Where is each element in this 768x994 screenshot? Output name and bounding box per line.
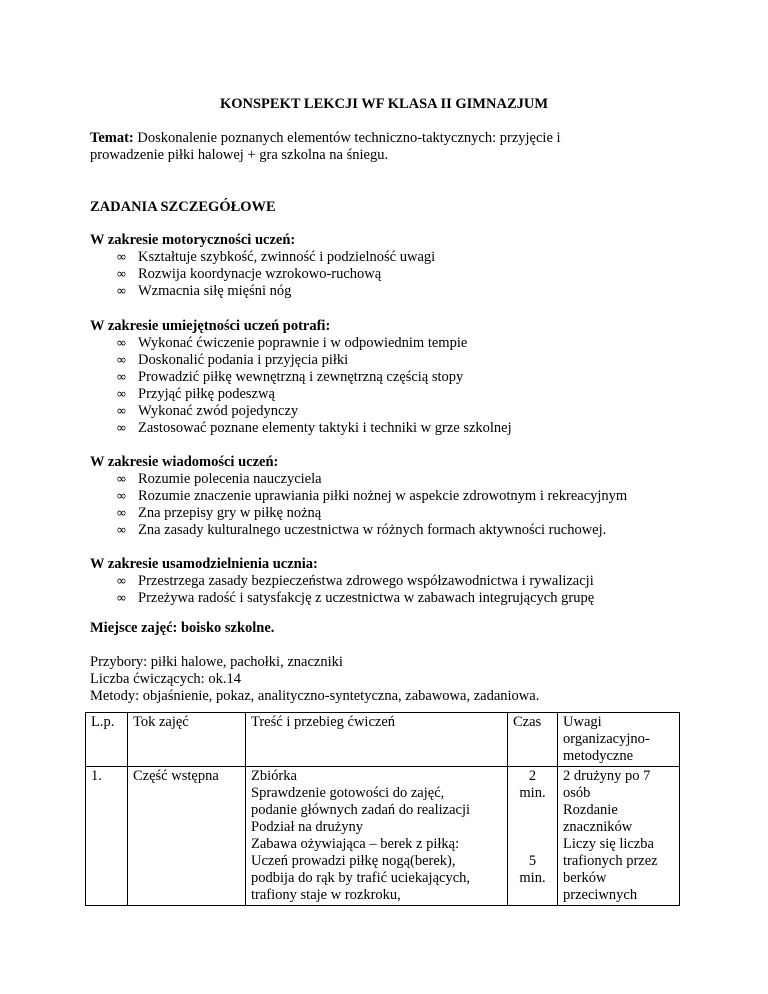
list-item: ∞ Zastosować poznane elementy taktyki i techniki w grze szkolnej	[116, 420, 512, 436]
list-item: ∞ Prowadzić piłkę wewnętrzną i zewnętrzną częścią stopy	[116, 369, 464, 385]
infinity-bullet-icon: ∞	[116, 421, 127, 436]
list-item: ∞ Zna przepisy gry w piłkę nożną	[116, 505, 322, 521]
infinity-bullet-icon: ∞	[116, 250, 127, 265]
group-heading: W zakresie usamodzielnienia ucznia:	[90, 556, 318, 572]
list-item: ∞ Przyjąć piłkę podeszwą	[116, 386, 275, 402]
infinity-bullet-icon: ∞	[116, 370, 127, 385]
cell-czas: 2 min. 5 min.	[508, 767, 558, 906]
infinity-bullet-icon: ∞	[116, 523, 127, 538]
infinity-bullet-icon: ∞	[116, 574, 127, 589]
list-item: ∞ Wzmacnia siłę mięśni nóg	[116, 283, 292, 299]
task-group-motor	[90, 232, 690, 300]
group-heading: W zakresie wiadomości uczeń:	[90, 454, 279, 470]
infinity-bullet-icon: ∞	[116, 489, 127, 504]
infinity-bullet-icon: ∞	[116, 591, 127, 606]
lesson-place: Miejsce zajęć: boisko szkolne.	[90, 620, 275, 636]
header-czas: Czas	[508, 713, 558, 767]
list-item: ∞ Rozumie polecenia nauczyciela	[116, 471, 322, 487]
task-group-knowledge	[90, 454, 690, 539]
cell-tresc: Zbiórka Sprawdzenie gotowości do zajęć, podanie głównych zadań do realizacji Podział na drużyny Zabawa ożywiająca – berek z piłką: Uczeń prowadzi piłkę nogą(berek), podbija do rąk by trafić uciekających, trafiony staje w rozkroku,	[246, 767, 508, 906]
list-item: ∞ Rozumie znaczenie uprawiania piłki nożnej w aspekcie zdrowotnym i rekreacyjnym	[116, 488, 628, 504]
topic-text-2: prowadzenie piłki halowej + gra szkolna na śniegu.	[90, 147, 389, 163]
group-heading: W zakresie motoryczności uczeń:	[90, 232, 296, 248]
infinity-bullet-icon: ∞	[116, 404, 127, 419]
header-tok: Tok zajęć	[128, 713, 246, 767]
header-lp: L.p.	[86, 713, 128, 767]
list-item: ∞ Kształtuje szybkość, zwinność i podzielność uwagi	[116, 249, 436, 265]
cell-uwagi: 2 drużyny po 7 osób Rozdanie znaczników Liczy się liczba trafionych przez berków przeciwnych	[558, 767, 680, 906]
list-item: ∞ Przestrzega zasady bezpieczeństwa zdrowego współzawodnictwa i rywalizacji	[116, 573, 594, 589]
list-item: ∞ Wykonać zwód pojedynczy	[116, 403, 299, 419]
table-row	[86, 767, 680, 906]
lesson-plan-table	[85, 712, 680, 906]
header-uwagi: Uwagi organizacyjno- metodyczne	[558, 713, 680, 767]
list-item: ∞ Doskonalić podania i przyjęcia piłki	[116, 352, 349, 368]
section-heading: ZADANIA SZCZEGÓŁOWE	[90, 199, 276, 215]
infinity-bullet-icon: ∞	[116, 284, 127, 299]
list-item: ∞ Przeżywa radość i satysfakcję z uczestnictwa w zabawach integrujących grupę	[116, 590, 595, 606]
header-tresc: Treść i przebieg ćwiczeń	[246, 713, 508, 767]
topic-text: Doskonalenie poznanych elementów techniczno-taktycznych: przyjęcie i	[137, 130, 561, 146]
list-item: ∞ Wykonać ćwiczenie poprawnie i w odpowiednim tempie	[116, 335, 468, 351]
lesson-info	[90, 654, 539, 705]
infinity-bullet-icon: ∞	[116, 353, 127, 368]
document-title: KONSPEKT LEKCJI WF KLASA II GIMNAZJUM	[219, 96, 549, 112]
task-group-skills	[90, 318, 690, 437]
topic-label: Temat:	[90, 130, 134, 146]
infinity-bullet-icon: ∞	[116, 267, 127, 282]
cell-tok: Część wstępna	[128, 767, 246, 906]
list-item: ∞ Zna zasady kulturalnego uczestnictwa w różnych formach aktywności ruchowej.	[116, 522, 607, 538]
infinity-bullet-icon: ∞	[116, 472, 127, 487]
infinity-bullet-icon: ∞	[116, 387, 127, 402]
list-item: ∞ Rozwija koordynacje wzrokowo-ruchową	[116, 266, 382, 282]
cell-lp: 1.	[86, 767, 128, 906]
infinity-bullet-icon: ∞	[116, 336, 127, 351]
infinity-bullet-icon: ∞	[116, 506, 127, 521]
equipment-line: Przybory: piłki halowe, pachołki, znaczniki	[90, 654, 343, 670]
participants-line: Liczba ćwiczących: ok.14	[90, 671, 241, 687]
table-header-row	[86, 713, 680, 767]
methods-line: Metody: objaśnienie, pokaz, analityczno-syntetyczna, zabawowa, zadaniowa.	[90, 688, 540, 704]
group-heading: W zakresie umiejętności uczeń potrafi:	[90, 318, 331, 334]
topic	[90, 130, 690, 164]
task-group-independence	[90, 556, 690, 607]
